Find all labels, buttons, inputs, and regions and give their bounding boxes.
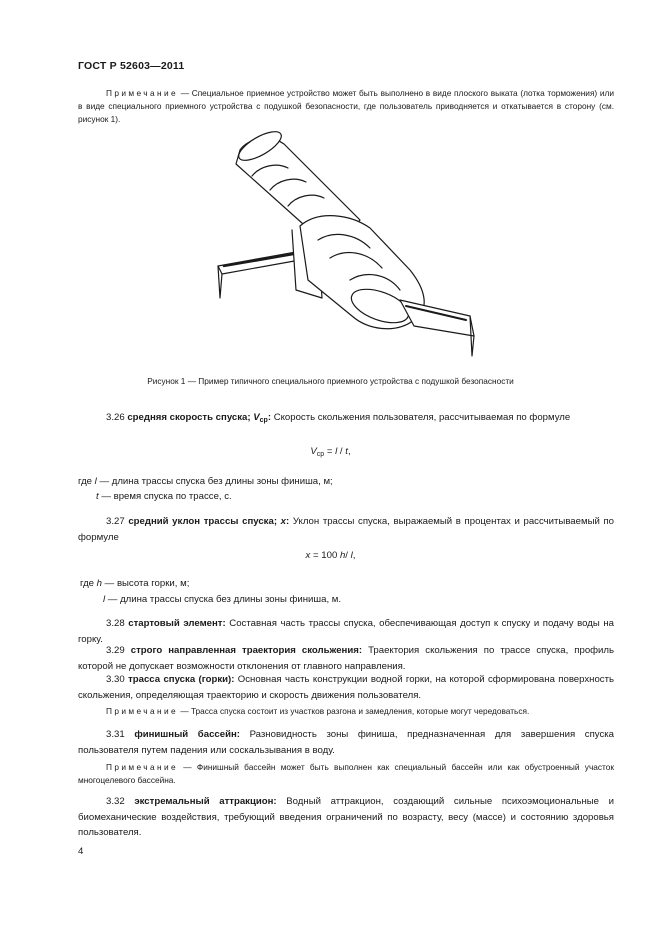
term-definition: Основная часть конструкции водной горки, на которой сформирована поверхность скольжения, определяющая траекторию и скорость движения пользователя.	[78, 674, 614, 701]
legend-symbol: h	[96, 578, 103, 589]
term-symbol: V	[253, 412, 260, 423]
legend-symbol: l	[103, 594, 106, 605]
term-3-31	[78, 727, 614, 758]
term-name: стартовый элемент:	[128, 618, 226, 629]
term-number: 3.26	[106, 412, 128, 423]
formula-x: x	[305, 550, 311, 561]
formula-eq: =	[324, 446, 336, 457]
legend-text: — длина трассы спуска без длины зоны финиша, м;	[96, 476, 333, 487]
term-definition: Уклон трассы спуска, выражаемый в процентах и рассчитываемый по формуле	[78, 516, 615, 543]
term-name: средняя скорость спуска;	[127, 412, 254, 423]
term-3-27	[78, 514, 614, 545]
trace-note	[78, 705, 614, 718]
legend-text: — время спуска по трассе, с.	[98, 491, 232, 502]
term-name: финишный бассейн:	[134, 729, 240, 740]
term-definition: Водный аттракцион, создающий сильные психоэмоциональные и биомеханические воздействия, требующий введения ограничений по возрасту, весу (массе) и состоянию здоровья пользователя.	[78, 796, 614, 838]
legend-pre: где	[80, 578, 97, 589]
figure-caption: Рисунок 1 — Пример типичного специального приемного устройства с подушкой безопасности	[147, 376, 514, 386]
legend-pre: где	[78, 476, 95, 487]
term-3-26	[78, 410, 614, 426]
term-number: 3.28	[106, 618, 129, 629]
page-number: 4	[78, 846, 84, 857]
term-colon: :	[286, 516, 290, 527]
term-colon: :	[267, 412, 272, 423]
formula-speed	[0, 446, 661, 457]
legend-l	[78, 474, 333, 489]
formula-div: /	[337, 446, 346, 457]
note-text: — Специальное приемное устройство может быть выполнено в виде плоского выката (лотка торможения) или в виде специального приемного устройства с подушкой безопасности, где пользователь приводняется и откатывается в сторону (см. рисунок 1).	[78, 88, 614, 124]
term-number: 3.27	[106, 516, 129, 527]
term-name: средний уклон трассы спуска;	[128, 516, 281, 527]
note-label: Примечание	[106, 88, 179, 98]
slide-receiver-drawing	[200, 130, 490, 360]
term-definition: Разновидность зоны финиша, предназначенная для завершения спуска пользователя путем падения или соскальзывания в воду.	[78, 729, 614, 756]
legend-symbol: t	[96, 491, 99, 502]
formula-l: l	[350, 550, 353, 561]
document-header: ГОСТ Р 52603—2011	[78, 60, 185, 72]
term-name: трасса спуска (горки):	[128, 674, 235, 685]
legend-h	[80, 576, 189, 591]
note-label: Примечание	[106, 762, 179, 772]
term-symbol-sub: ср	[259, 417, 268, 424]
note-text: — Трасса спуска состоит из участков разгона и замедления, которые могут чередоваться.	[178, 706, 530, 716]
formula-slash: /	[345, 550, 351, 561]
figure-note	[78, 87, 614, 126]
formula-lhs-sub: ср	[316, 451, 325, 458]
term-number: 3.29	[106, 645, 131, 656]
term-name: строго направленная траектория скольжения:	[130, 645, 363, 656]
formula-end: ,	[347, 446, 351, 457]
term-definition: Скорость скольжения пользователя, рассчитываемая по формуле	[271, 412, 571, 423]
term-definition: Составная часть трассы спуска, обеспечивающая доступ к спуску и подачу воды на горку.	[78, 618, 614, 645]
legend-text: — высота горки, м;	[102, 578, 190, 589]
term-definition: Траектория скольжения по трассе спуска, профиль которой не допускает возможности отклонения от главного направления.	[78, 645, 615, 672]
legend-text: — длина трассы спуска без длины зоны финиша, м.	[105, 594, 342, 605]
formula-mid: = 100	[310, 550, 340, 561]
term-symbol: x	[280, 516, 287, 527]
note-text: — Финишный бассейн может быть выполнен как специальный бассейн или как обустроенный участок многоцелевого бассейна.	[78, 762, 614, 785]
formula-h: h	[339, 550, 346, 561]
term-3-32	[78, 794, 614, 841]
formula-end: ,	[352, 550, 356, 561]
legend-symbol: l	[94, 476, 97, 487]
formula-slope	[0, 550, 661, 561]
legend-l2	[103, 592, 341, 607]
formula-l: l	[335, 446, 338, 457]
legend-t	[96, 489, 232, 504]
term-number: 3.32	[106, 796, 135, 807]
formula-lhs: V	[310, 446, 317, 457]
term-number: 3.31	[106, 729, 135, 740]
formula-t: t	[345, 446, 348, 457]
term-3-29	[78, 643, 614, 674]
note-label: Примечание	[106, 706, 179, 716]
term-number: 3.30	[106, 674, 129, 685]
term-3-30	[78, 672, 614, 703]
pool-note	[78, 761, 614, 787]
term-name: экстремальный аттракцион:	[134, 796, 277, 807]
